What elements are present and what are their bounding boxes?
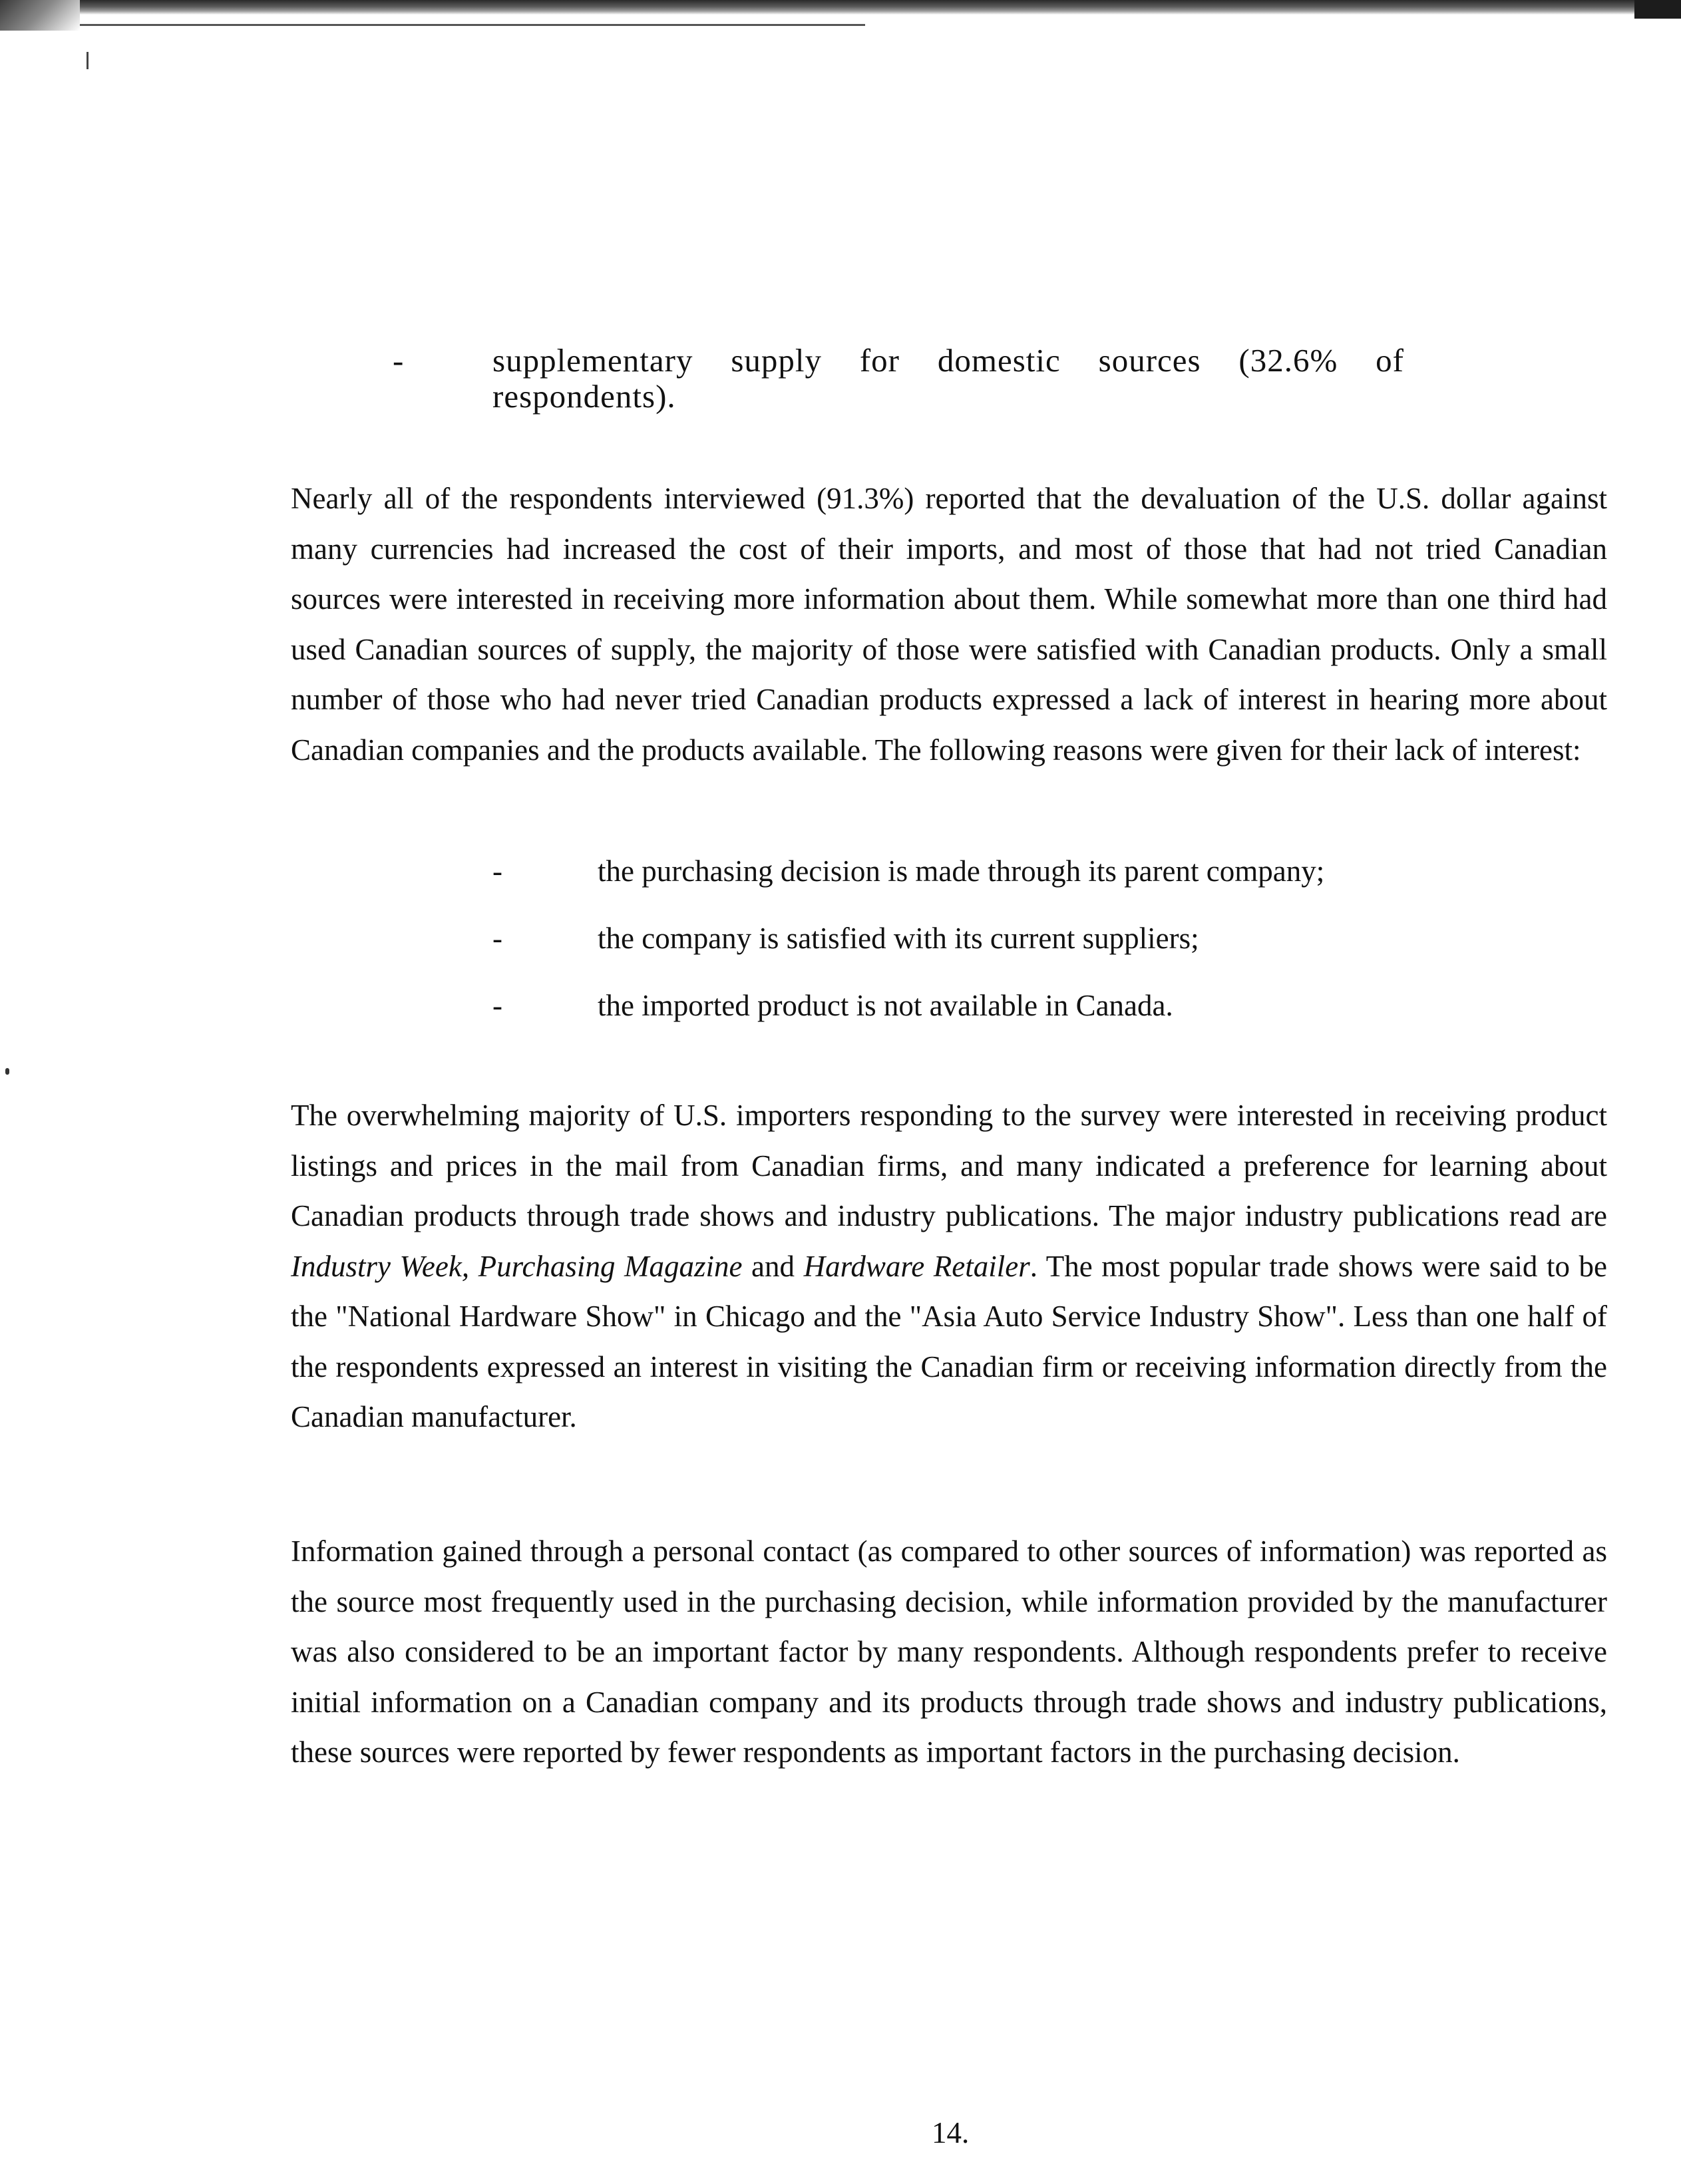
scan-artifact-tick (87, 52, 89, 69)
paragraph-information-sources: Information gained through a personal contact (as compared to other sources of information) was reported as the source most frequently used in the purchasing decision, while information provided by the manufacturer was also considered to be an important factor by many respondents. Although respondents prefer to receive initial information on a Canadian company and its products through trade shows and industry publications, these sources were reported by fewer respondents as important factors in the purchasing decision. (291, 1535, 1607, 1769)
paragraph-text: and (742, 1249, 804, 1283)
scan-artifact-right-corner (1634, 0, 1681, 19)
paragraph-text: . The most popular trade shows were said to be the "National Hardware Show" in Chicago and the "Asia Auto Service Industry Show". Less than one half of the respondents expressed an interest in visiting the Canadian firm or receiving information directly from the Canadian manufacturer. (291, 1249, 1607, 1433)
scan-artifact-corner (0, 0, 80, 31)
bullet-dash: - (492, 922, 502, 955)
scan-border-top (0, 0, 1681, 15)
list-item-text: the imported product is not available in Canada. (598, 989, 1173, 1022)
scan-artifact-dot (5, 1068, 9, 1075)
list-item (492, 920, 1557, 956)
page-number: 14. (932, 2116, 970, 2149)
publication-name: Industry Week, Purchasing Magazine (291, 1249, 743, 1283)
paragraph-importers (291, 1091, 1607, 1443)
bullet-text: supplementary supply for domestic sources (32.6% of respondents). (492, 342, 1404, 415)
list-item (492, 853, 1557, 889)
bullet-dash: - (393, 342, 405, 379)
first-bullet-item (393, 343, 1404, 415)
bullet-dash: - (492, 854, 502, 888)
paragraph-devaluation: Nearly all of the respondents interviewed (91.3%) reported that the devaluation of the U.S. dollar against many currencies had increased the cost of their imports, and most of those that had not tried Canadian sources were interested in receiving more information about them. While somewhat more than one third had used Canadian sources of supply, the majority of those were satisfied with Canadian products. Only a small number of those who had never tried Canadian products expressed a lack of interest in hearing more about Canadian companies and the products available. The following reasons were given for their lack of interest: (291, 482, 1607, 767)
list-item (492, 988, 1557, 1023)
publication-name: Hardware Retailer (803, 1249, 1030, 1283)
list-item-text: the purchasing decision is made through its parent company; (598, 854, 1325, 888)
reasons-list (492, 853, 1557, 1055)
scan-artifact-rule (80, 24, 865, 26)
bullet-dash: - (492, 989, 502, 1022)
paragraph-text: The overwhelming majority of U.S. importers responding to the survey were interested in receiving product listings and prices in the mail from Canadian firms, and many indicated a preference for learning about Canadian products through trade shows and industry publications. The major industry publications read are (291, 1099, 1607, 1232)
list-item-text: the company is satisfied with its current suppliers; (598, 922, 1199, 955)
